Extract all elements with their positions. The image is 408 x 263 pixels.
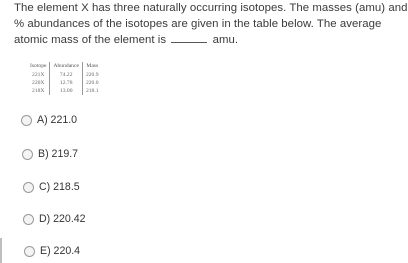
question-text xyxy=(14,0,408,48)
header-isotope: Isotope xyxy=(30,63,47,69)
cell-isotope: 221X xyxy=(32,72,45,78)
option-d-value: 220.42 xyxy=(53,213,86,225)
cell-mass: 220.0 xyxy=(85,80,99,86)
cell-isotope: 220X xyxy=(32,80,45,86)
option-e-letter: E) xyxy=(40,245,51,257)
option-e-value: 220.4 xyxy=(53,245,81,257)
question-line-2: % abundances of the isotopes are given in the table below. The average xyxy=(14,18,382,30)
option-b-letter: B) xyxy=(38,148,49,160)
cell-mass: 218.1 xyxy=(85,88,99,94)
option-c-letter: C) xyxy=(39,181,51,193)
isotope-table xyxy=(27,62,102,95)
answer-blank xyxy=(171,32,207,43)
radio-button-b[interactable] xyxy=(22,149,33,160)
option-e[interactable] xyxy=(24,245,80,257)
table-header-row xyxy=(27,62,102,70)
option-c[interactable] xyxy=(23,181,80,193)
radio-button-d[interactable] xyxy=(23,214,34,225)
radio-button-c[interactable] xyxy=(23,182,34,193)
option-c-value: 218.5 xyxy=(53,181,80,193)
radio-button-e[interactable] xyxy=(24,246,35,257)
question-line-1: The element X has three naturally occurring isotopes. The masses (amu) and xyxy=(14,2,408,14)
option-a[interactable] xyxy=(21,114,77,126)
option-a-value: 221.0 xyxy=(50,114,78,126)
table-row xyxy=(27,79,102,87)
header-mass: Mass xyxy=(86,63,99,69)
option-b-value: 219.7 xyxy=(51,148,79,160)
header-abundance: Abundance xyxy=(50,62,82,70)
cell-isotope: 218X xyxy=(32,88,45,94)
option-b[interactable] xyxy=(22,148,78,160)
question-line-3-end: amu. xyxy=(212,34,239,46)
radio-button-a[interactable] xyxy=(21,115,32,126)
table-row xyxy=(27,70,102,79)
question-line-3 xyxy=(14,32,348,48)
cell-mass: 220.9 xyxy=(85,72,99,78)
option-d-letter: D) xyxy=(39,213,51,225)
cell-abundance: 74.22 xyxy=(50,70,82,79)
cell-abundance: 12.78 xyxy=(50,79,82,87)
option-d[interactable] xyxy=(23,213,86,225)
question-line-3-start: atomic mass of the element is xyxy=(14,34,167,46)
table-row xyxy=(27,87,102,95)
left-edge-divider xyxy=(0,238,2,263)
option-a-letter: A) xyxy=(37,114,48,126)
cell-abundance: 13.00 xyxy=(50,87,82,95)
